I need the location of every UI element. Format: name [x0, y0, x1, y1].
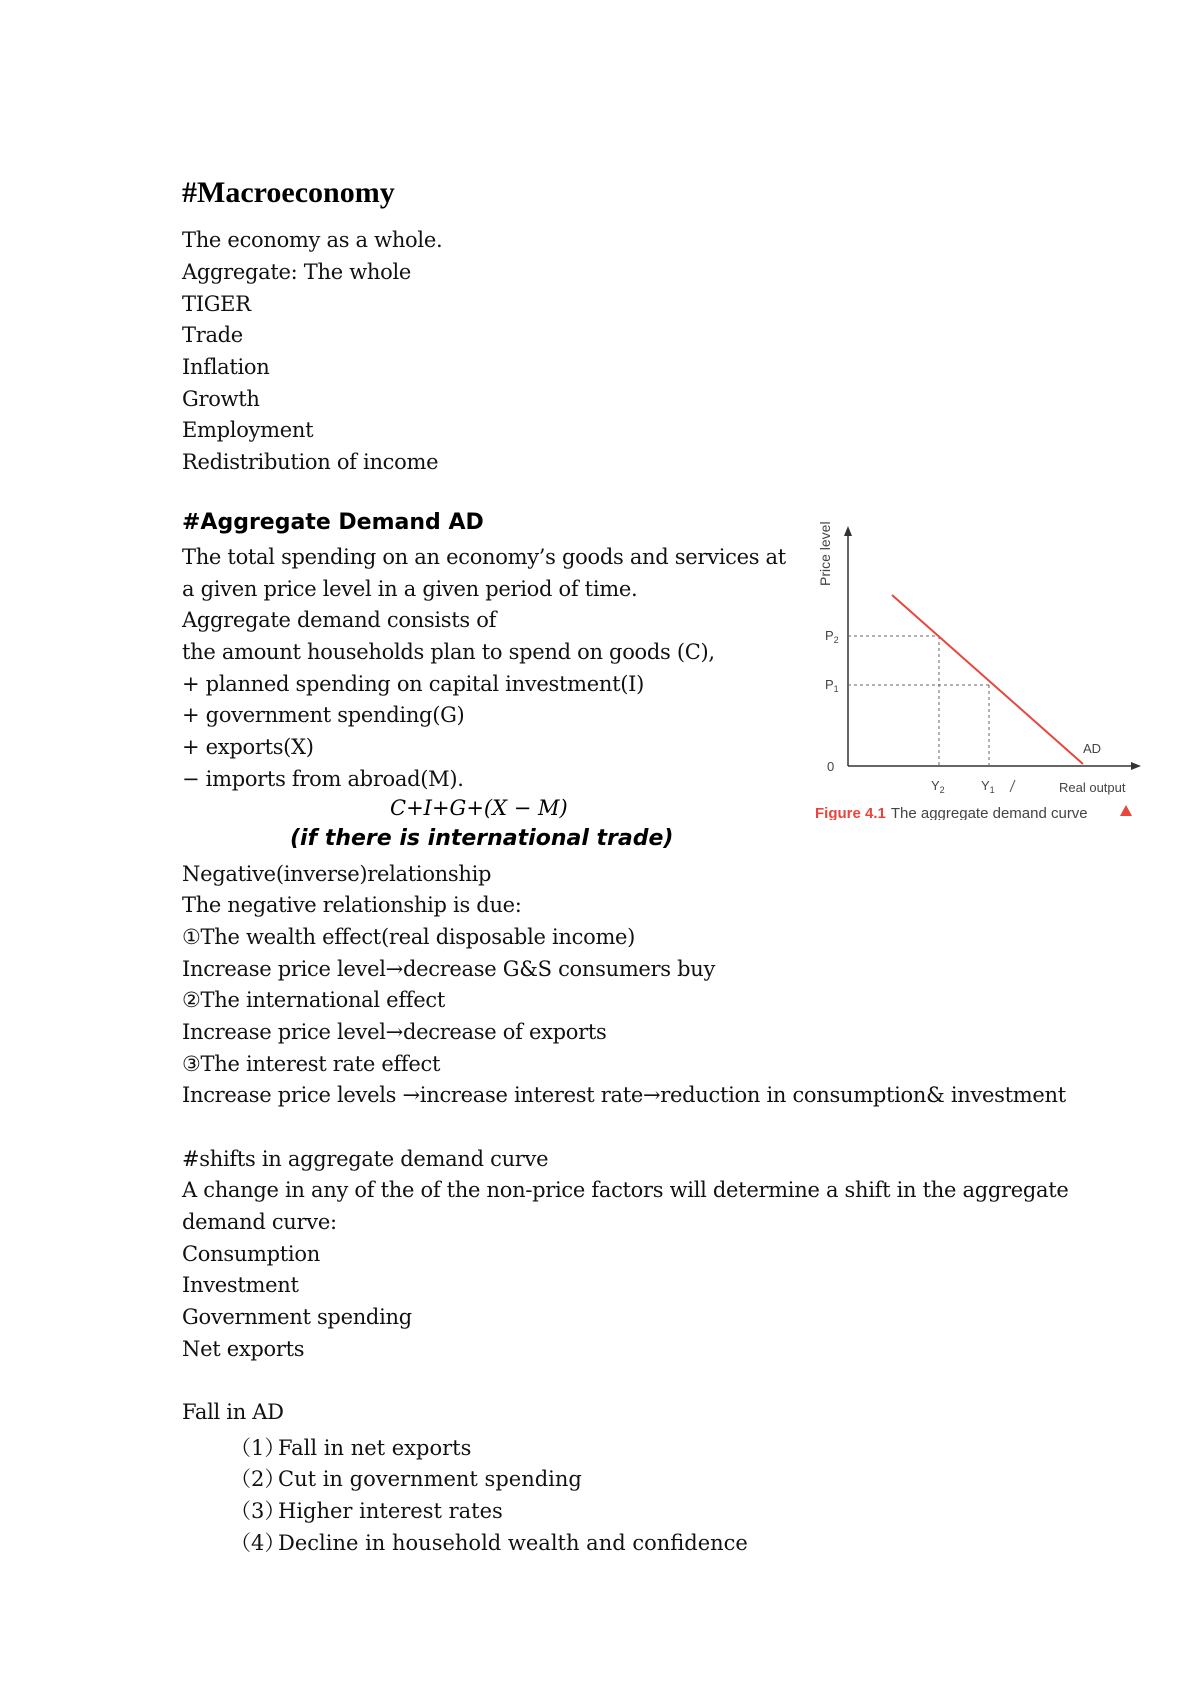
text-line: ①The wealth effect(real disposable income): [182, 925, 636, 949]
text-line: Increase price levels →increase interest rate→reduction in consumption& investment: [182, 1083, 1066, 1107]
heading-macroeconomy: #Macroeconomy: [182, 176, 395, 209]
heading-fall-in-ad: Fall in AD: [182, 1400, 284, 1424]
list-text: Cut in government spending: [278, 1467, 582, 1491]
list-number: （1）: [230, 1436, 286, 1460]
origin-label: 0: [827, 759, 835, 774]
y-tick-p2: $P_2$: [825, 628, 839, 645]
list-item: [230, 1463, 582, 1493]
text-line: Government spending: [182, 1305, 412, 1329]
text-line: demand curve:: [182, 1210, 337, 1234]
text-line: ③The interest rate effect: [182, 1052, 441, 1076]
text-line: + exports(X): [182, 735, 314, 759]
text-line: Inflation: [182, 355, 270, 379]
text-line: Increase price level→decrease of exports: [182, 1020, 607, 1044]
y-axis-arrow: [844, 526, 852, 536]
list-number: （4）: [230, 1531, 286, 1555]
list-item: [230, 1432, 471, 1462]
y-tick-p1: $P_1$: [825, 677, 839, 694]
formula-note: (if there is international trade): [290, 826, 674, 851]
y-axis-label: Price level: [817, 521, 833, 586]
text-line: Aggregate: The whole: [182, 260, 412, 284]
x-tick-y2: $Y_2$: [931, 778, 945, 795]
text-line: the amount households plan to spend on goods (C),: [182, 640, 715, 664]
text-line: a given price level in a given period of time.: [182, 577, 638, 601]
text-line: The negative relationship is due:: [182, 893, 522, 917]
text-line: Trade: [182, 323, 243, 347]
text-line: − imports from abroad(M).: [182, 767, 464, 791]
list-text: Higher interest rates: [278, 1499, 503, 1523]
list-number: （2）: [230, 1467, 286, 1491]
text-line: The economy as a whole.: [182, 228, 443, 252]
axis-mark: [1010, 780, 1015, 792]
caption-label: Figure 4.1: [815, 805, 886, 820]
caption-title: The aggregate demand curve: [890, 805, 1088, 820]
text-line: Employment: [182, 418, 314, 442]
list-item: [230, 1495, 503, 1525]
ad-chart: [815, 518, 1145, 820]
x-axis-arrow: [1131, 762, 1141, 770]
text-line: Negative(inverse)relationship: [182, 862, 492, 886]
text-line: Aggregate demand consists of: [182, 608, 497, 632]
ad-figure: [815, 518, 1145, 820]
text-line: Redistribution of income: [182, 450, 439, 474]
text-line: Net exports: [182, 1337, 305, 1361]
list-item: [230, 1527, 748, 1557]
text-line: The total spending on an economy’s goods and services at: [182, 545, 786, 569]
figure-caption: [815, 805, 1088, 820]
text-line: TIGER: [182, 292, 251, 316]
text-line: + planned spending on capital investment(I): [182, 672, 644, 696]
ad-formula: C+I+G+(X − M): [390, 796, 568, 820]
series-label-ad: AD: [1083, 741, 1102, 756]
text-line: Growth: [182, 387, 260, 411]
text-line: Consumption: [182, 1242, 320, 1266]
text-line: A change in any of the of the non-price factors will determine a shift in the aggregate: [182, 1178, 1069, 1202]
text-line: + government spending(G): [182, 703, 465, 727]
triangle-icon: [1120, 805, 1132, 816]
heading-aggregate-demand: #Aggregate Demand AD: [182, 510, 484, 535]
x-tick-y1: $Y_1$: [981, 778, 995, 795]
list-text: Decline in household wealth and confidence: [278, 1531, 748, 1555]
list-text: Fall in net exports: [278, 1436, 472, 1460]
ad-curve: [892, 595, 1083, 764]
text-line: Investment: [182, 1273, 299, 1297]
text-line: Increase price level→decrease G&S consumers buy: [182, 957, 716, 981]
x-axis-label: Real output: [1059, 780, 1126, 795]
text-line: ②The international effect: [182, 988, 445, 1012]
heading-shifts: #shifts in aggregate demand curve: [182, 1147, 549, 1171]
list-number: （3）: [230, 1499, 286, 1523]
